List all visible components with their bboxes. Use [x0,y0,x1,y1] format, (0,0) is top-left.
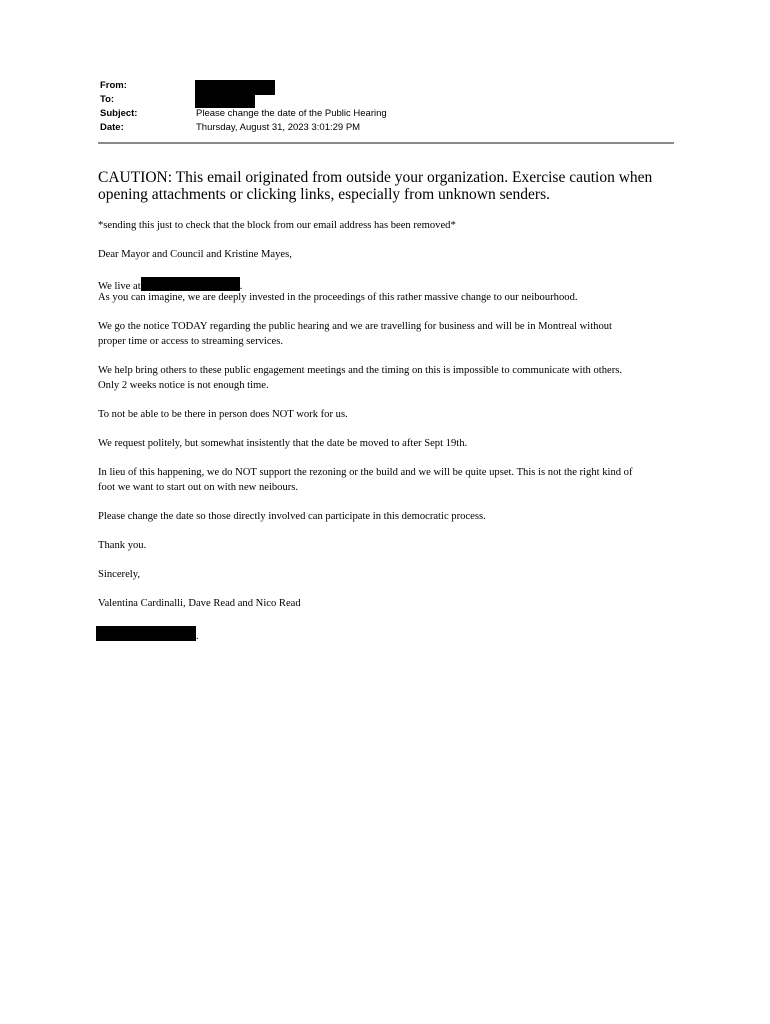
subject-value: Please change the date of the Public Hearing [196,108,387,119]
header-divider [98,142,674,144]
sincerely: Sincerely, [98,569,140,580]
thank-you: Thank you. [98,540,147,551]
signature-suffix: . [196,631,199,642]
redacted-from [195,80,275,95]
please-change-line: Please change the date so those directly involved can participate in this democratic process. [98,511,486,522]
sending-note: *sending this just to check that the block from our email address has been removed* [98,220,456,231]
help-line-2: Only 2 weeks notice is not enough time. [98,380,269,391]
subject-label: Subject: [100,108,138,119]
redacted-address [141,277,240,291]
caution-line-1: CAUTION: This email originated from outside your organization. Exercise caution when [98,169,653,186]
request-line: We request politely, but somewhat insistently that the date be moved to after Sept 19th. [98,438,468,449]
help-line-1: We help bring others to these public engagement meetings and the timing on this is impossible to communicate with others. [98,365,623,376]
date-value: Thursday, August 31, 2023 3:01:29 PM [196,122,361,133]
redacted-signature [96,626,196,641]
caution-banner [98,169,678,203]
invested-line: As you can imagine, we are deeply invested in the proceedings of this rather massive change to our neibourhood. [98,292,578,303]
lieu-line-2: foot we want to start out on with new neibours. [98,482,299,493]
date-label: Date: [100,122,124,133]
in-person-line: To not be able to be there in person does NOT work for us. [98,409,348,420]
caution-line-2: opening attachments or clicking links, especially from unknown senders. [98,186,550,203]
notice-line-2: proper time or access to streaming services. [98,336,284,347]
to-label: To: [100,94,115,105]
notice-line-1: We go the notice TODAY regarding the public hearing and we are travelling for business and will be in Montreal without [98,321,612,332]
lieu-line-1: In lieu of this happening, we do NOT support the rezoning or the build and we will be quite upset. This is not the right kind of [98,467,633,478]
live-at-suffix: . [239,281,243,292]
signature-names: Valentina Cardinalli, Dave Read and Nico Read [98,598,301,609]
live-at-prefix: We live at [98,281,141,292]
signature-redacted-line [96,626,676,645]
redacted-to [195,94,255,108]
greeting: Dear Mayor and Council and Kristine Mayes, [98,249,292,260]
from-label: From: [100,80,127,91]
